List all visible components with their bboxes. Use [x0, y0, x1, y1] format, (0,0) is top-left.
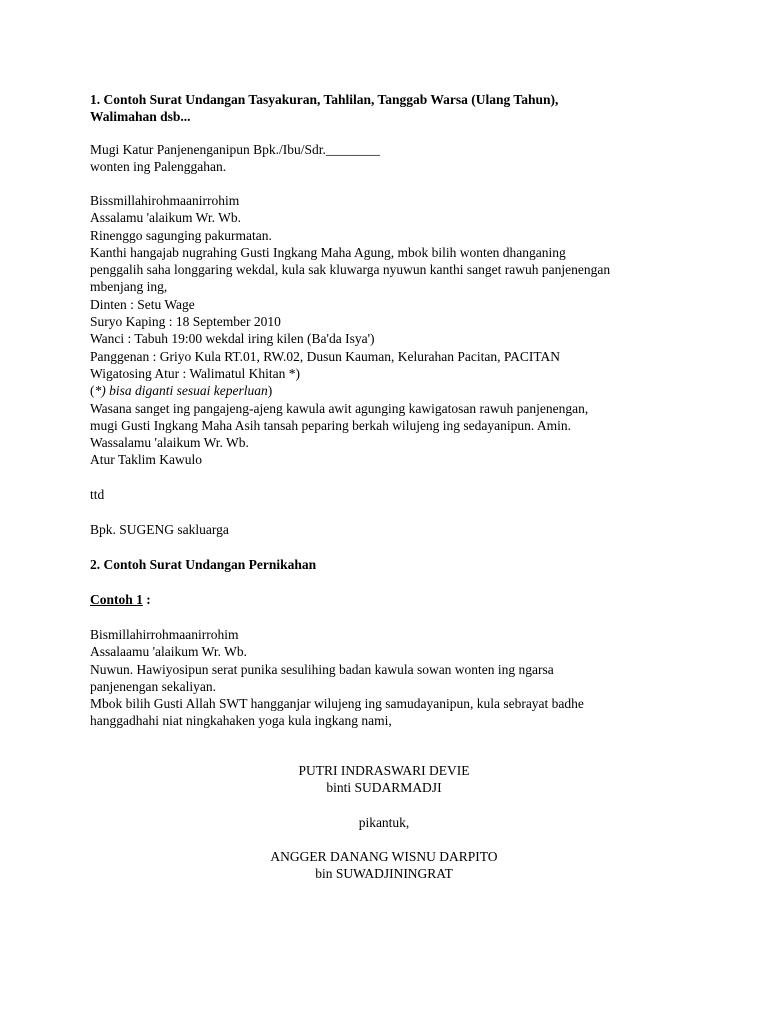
section1-heading-line2: Walimahan dsb... [90, 109, 191, 125]
note-close: ) [267, 383, 273, 399]
groom-parent: bin SUWADJININGRAT [315, 866, 453, 882]
connector-text: pikantuk, [358, 815, 410, 830]
bride-parent: binti SUDARMADJI [326, 780, 442, 796]
body-line: Assalamu 'alaikum Wr. Wb. [90, 210, 241, 226]
example-label-block [90, 591, 690, 608]
body-line: penggalih saha longgaring wekdal, kula sak kluwarga nyuwun kanthi sanget rawuh panjenengan [90, 262, 611, 278]
body-line: panjenengan sekaliyan. [90, 678, 216, 694]
closing-line: Atur Taklim Kawulo [90, 452, 203, 468]
body-line: Assalaamu 'alaikum Wr. Wb. [90, 644, 247, 660]
body-line: mbenjang ing, [90, 279, 168, 295]
connector-block [0, 814, 768, 831]
bride-block [0, 762, 768, 797]
body-line: Panggenan : Griyo Kula RT.01, RW.02, Dusun Kauman, Kelurahan Pacitan, PACITAN [90, 348, 561, 364]
letter1-body [90, 192, 690, 469]
body-line: Dinten : Setu Wage [90, 296, 195, 312]
body-line: Rinenggo sagunging pakurmatan. [90, 227, 272, 243]
section2-heading-block [90, 556, 690, 573]
example-label: Contoh 1 [90, 592, 143, 607]
body-line: Mbok bilih Gusti Allah SWT hangganjar wilujeng ing samudayanipun, kula sebrayat badhe [90, 696, 584, 712]
body-line: Bismillahirrohmaanirrohim [90, 627, 239, 642]
body-line: Nuwun. Hawiyosipun serat punika sesulihing badan kawula sowan wonten ing ngarsa [90, 661, 554, 677]
addressee-line1: Mugi Katur Panjenenganipun Bpk./Ibu/Sdr.________ [90, 142, 380, 157]
groom-block [0, 848, 768, 883]
letter2-body [90, 626, 690, 730]
signature-text: Bpk. SUGENG sakluarga [90, 522, 229, 537]
body-line: Wanci : Tabuh 19:00 wekdal iring kilen (Ba'da Isya') [90, 331, 375, 347]
closing-line: Wasana sanget ing pangajeng-ajeng kawula awit agunging kawigatosan rawuh panjenengan, [90, 400, 589, 416]
example-colon: : [142, 592, 151, 607]
note-open: ( [90, 383, 95, 399]
note-line [90, 382, 690, 399]
ttd-block [90, 486, 690, 503]
body-line: Suryo Kaping : 18 September 2010 [90, 314, 281, 330]
section1-heading-line1: 1. Contoh Surat Undangan Tasyakuran, Tahlilan, Tanggab Warsa (Ulang Tahun), [90, 92, 559, 107]
example-label-line [90, 591, 690, 608]
section1-heading [90, 91, 690, 126]
groom-name: ANGGER DANANG WISNU DARPITO [270, 849, 498, 864]
signature-block [90, 521, 690, 538]
ttd-text: ttd [90, 487, 105, 502]
section2-heading: 2. Contoh Surat Undangan Pernikahan [90, 557, 317, 572]
body-line: Wigatosing Atur : Walimatul Khitan *) [90, 365, 300, 381]
body-line: Bissmillahirohmaanirrohim [90, 193, 240, 208]
body-line: Kanthi hangajab nugrahing Gusti Ingkang Maha Agung, mbok bilih wonten dhanganing [90, 244, 566, 260]
addressee-line2: wonten ing Palenggahan. [90, 159, 227, 175]
closing-line: mugi Gusti Ingkang Maha Asih tansah peparing berkah wilujeng ing sedayanipun. Amin. [90, 417, 572, 433]
body-line: hanggadhahi niat ningkahaken yoga kula ingkang nami, [90, 713, 392, 729]
closing-line: Wassalamu 'alaikum Wr. Wb. [90, 435, 249, 451]
note-italic: *) bisa diganti sesuai keperluan [94, 383, 268, 399]
addressee [90, 141, 690, 176]
bride-name: PUTRI INDRASWARI DEVIE [298, 763, 470, 778]
